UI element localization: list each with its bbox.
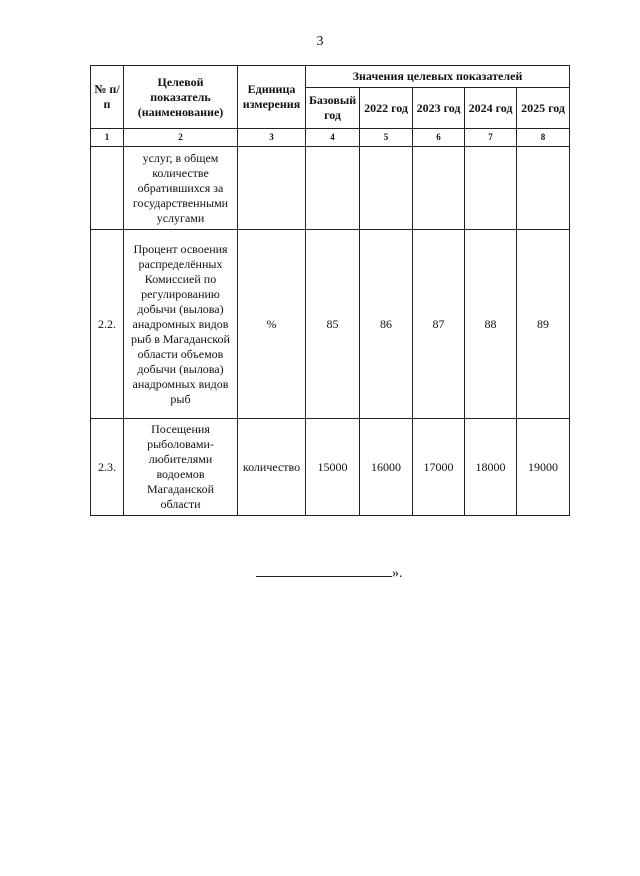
column-number: 8 [517, 129, 570, 147]
signature-rule [256, 566, 392, 577]
closing-quote: ». [392, 566, 403, 581]
row-num: 2.2. [91, 230, 124, 419]
value-cell: 87 [413, 230, 465, 419]
table-row [91, 147, 570, 230]
unit-cell [238, 147, 306, 230]
row-num: 2.3. [91, 419, 124, 516]
indicator-name: Процент освоения распределённых Комиссией по регулированию добычи (вылова) анадромных видов рыб в Магаданской области объемов добычи (вылова) анадромных видов рыб [124, 230, 238, 419]
closing-line [256, 566, 403, 582]
value-cell [413, 147, 465, 230]
value-cell: 17000 [413, 419, 465, 516]
target-indicators-table [90, 65, 570, 516]
value-cell: 85 [306, 230, 360, 419]
column-number: 2 [124, 129, 238, 147]
column-number: 3 [238, 129, 306, 147]
value-cell: 89 [517, 230, 570, 419]
header-year: 2023 год [413, 88, 465, 129]
table-row [91, 230, 570, 419]
value-cell [360, 147, 413, 230]
page-number: 3 [316, 34, 324, 49]
value-cell: 16000 [360, 419, 413, 516]
column-number-row [91, 129, 570, 147]
value-cell: 88 [465, 230, 517, 419]
column-number: 4 [306, 129, 360, 147]
column-number: 1 [91, 129, 124, 147]
value-cell [306, 147, 360, 230]
value-cell [465, 147, 517, 230]
unit-cell: % [238, 230, 306, 419]
column-number: 5 [360, 129, 413, 147]
unit-cell: количество [238, 419, 306, 516]
header-unit: Единица измерения [238, 66, 306, 129]
value-cell: 86 [360, 230, 413, 419]
column-number: 7 [465, 129, 517, 147]
table-row [91, 419, 570, 516]
header-values-group: Значения целевых показателей [306, 66, 570, 88]
header-year: 2025 год [517, 88, 570, 129]
value-cell [517, 147, 570, 230]
indicator-name: Посещения рыболовами-любителями водоемов Магаданской области [124, 419, 238, 516]
value-cell: 18000 [465, 419, 517, 516]
header-indicator: Целевой показатель (наименование) [124, 66, 238, 129]
indicator-name: услуг, в общем количестве обратившихся за государственными услугами [124, 147, 238, 230]
header-year: 2022 год [360, 88, 413, 129]
header-year: 2024 год [465, 88, 517, 129]
value-cell: 15000 [306, 419, 360, 516]
value-cell: 19000 [517, 419, 570, 516]
row-num [91, 147, 124, 230]
header-year: Базовый год [306, 88, 360, 129]
header-num: № п/п [91, 66, 124, 129]
column-number: 6 [413, 129, 465, 147]
